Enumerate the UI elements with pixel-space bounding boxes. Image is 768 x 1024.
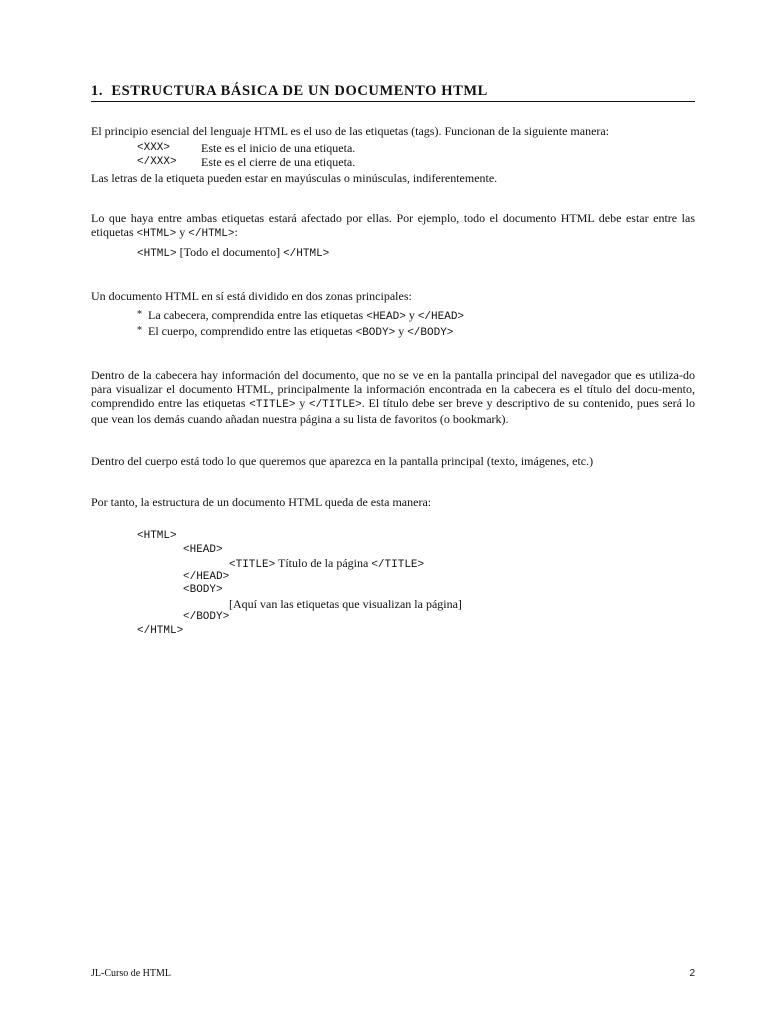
code-line: </HEAD> bbox=[183, 570, 230, 583]
list-item bbox=[137, 308, 695, 324]
head-info-text: Dentro de la cabecera hay información del documento, que no se ve en la pantalla principal del navegador que es utiliza-do para visualizar el documento HTML, principalmente la información encontrada en la cabecera es el título del docu-mento, comprendido entre las etiquetas bbox=[91, 368, 695, 410]
code-line: <HTML> bbox=[137, 530, 177, 542]
body-info-paragraph: Dentro del cuerpo está todo lo que queremos que aparezca en la pantalla principal (texto, imágenes, etc.) bbox=[91, 454, 594, 468]
between-text: Lo que haya entre ambas etiquetas estará afectado por ellas. Por ejemplo, todo el documento HTML debe estar entre las etiquetas bbox=[91, 211, 695, 239]
html-example-line bbox=[137, 245, 695, 261]
conjunction: y bbox=[295, 396, 309, 410]
section-heading bbox=[91, 84, 695, 102]
tag-description: Este es el inicio de una etiqueta. bbox=[201, 141, 356, 155]
title-open-tag: <TITLE> bbox=[229, 559, 276, 571]
zones-paragraph: Un documento HTML en sí está dividido en dos zonas principales: bbox=[91, 289, 412, 303]
tag-definition-row bbox=[137, 155, 695, 169]
title-close-tag: </TITLE> bbox=[308, 399, 362, 411]
tag-definition-row bbox=[137, 141, 695, 155]
open-tag: <HEAD> bbox=[366, 311, 406, 323]
bullet-icon: * bbox=[137, 309, 142, 320]
code-line: </BODY> bbox=[183, 611, 230, 623]
html-close-tag: </HTML> bbox=[188, 228, 235, 240]
item-text: El cuerpo, comprendido entre las etiquetas bbox=[148, 324, 356, 338]
code-line: <BODY> bbox=[183, 584, 223, 596]
title-open-tag: <TITLE> bbox=[249, 399, 296, 411]
list-item-text bbox=[148, 324, 453, 340]
tag-code: <XXX> bbox=[137, 142, 171, 154]
example-close-tag: </HTML> bbox=[283, 248, 330, 260]
footer-course-title: JL-Curso de HTML bbox=[91, 968, 171, 979]
open-tag: <BODY> bbox=[355, 327, 396, 339]
example-text: [Todo el documento] bbox=[176, 245, 284, 259]
section-number: 1. bbox=[91, 83, 104, 99]
code-line: [Aquí van las etiquetas que visualizan la página] bbox=[229, 596, 462, 611]
structure-paragraph: Por tanto, la estructura de un documento HTML queda de esta manera: bbox=[91, 495, 432, 509]
intro-paragraph: El principio esencial del lenguaje HTML es el uso de las etiquetas (tags). Funcionan de la siguiente manera: bbox=[91, 124, 610, 138]
title-text: Título de la página bbox=[275, 556, 372, 570]
conjunction: y bbox=[395, 324, 408, 338]
list-item-text bbox=[148, 308, 464, 324]
code-line bbox=[229, 556, 695, 570]
example-open-tag: <HTML> bbox=[137, 248, 177, 260]
item-text: La cabecera, comprendida entre las etiquetas bbox=[148, 308, 367, 322]
between-paragraph bbox=[91, 211, 695, 241]
head-info-text-end: . El título debe ser breve y descriptivo de su contenido, pues será lo que vean los demás cuando añadan nuestra página a su lista de favoritos (o bookmark). bbox=[91, 396, 696, 426]
case-paragraph: Las letras de la etiqueta pueden estar en mayúsculas o minúsculas, indiferentemente. bbox=[91, 171, 498, 185]
title-close-tag: </TITLE> bbox=[371, 559, 425, 571]
close-tag: </HEAD> bbox=[417, 311, 465, 323]
page-number: 2 bbox=[689, 968, 695, 979]
colon: : bbox=[234, 225, 238, 239]
html-open-tag: <HTML> bbox=[136, 228, 177, 240]
tag-definition-list bbox=[137, 141, 695, 169]
close-tag: </BODY> bbox=[407, 327, 454, 339]
zones-list bbox=[137, 308, 695, 340]
tag-description: Este es el cierre de una etiqueta. bbox=[201, 155, 356, 169]
conjunction: y bbox=[176, 225, 189, 239]
tag-code: </XXX> bbox=[137, 156, 177, 168]
head-info-paragraph bbox=[91, 368, 695, 426]
bullet-icon: * bbox=[137, 325, 142, 336]
conjunction: y bbox=[405, 308, 418, 322]
html-structure-code bbox=[91, 529, 695, 637]
code-line: <HEAD> bbox=[183, 543, 223, 556]
code-line: </HTML> bbox=[137, 624, 184, 637]
list-item bbox=[137, 324, 695, 340]
document-page bbox=[91, 84, 695, 637]
section-title: ESTRUCTURA BÁSICA DE UN DOCUMENTO HTML bbox=[111, 83, 488, 99]
